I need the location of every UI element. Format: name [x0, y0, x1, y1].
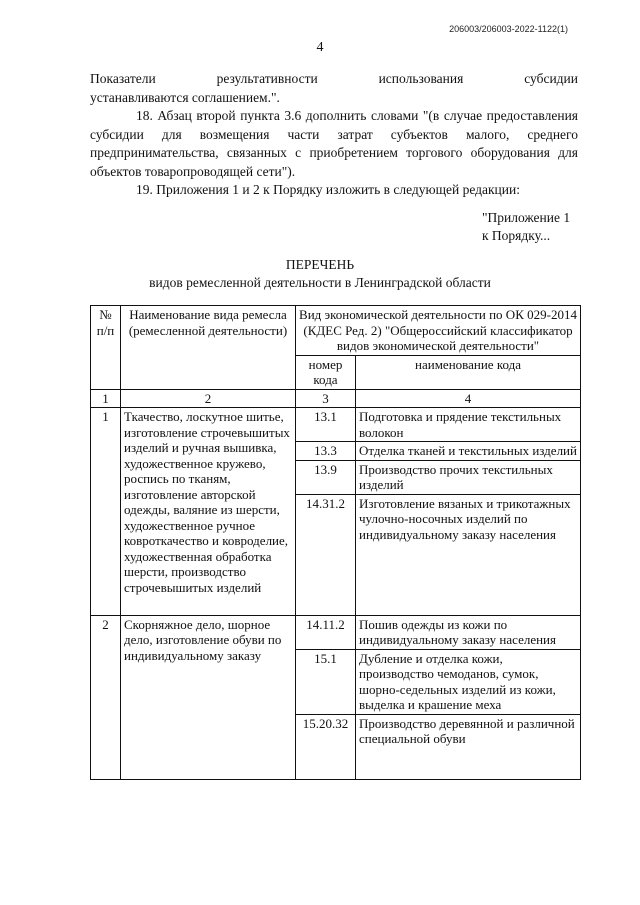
row-code-name: Производство деревянной и различной специальной обуви — [356, 714, 581, 779]
row-code-name: Подготовка и прядение текстильных волокон — [356, 408, 581, 442]
row-code-name: Производство прочих текстильных изделий — [356, 460, 581, 494]
row-num: 1 — [91, 408, 121, 616]
row-code-name: Пошив одежды из кожи по индивидуальному заказу населения — [356, 615, 581, 649]
header-code-name: наименование кода — [356, 355, 581, 389]
document-id: 206003/206003-2022-1122(1) — [449, 24, 568, 34]
paragraph-performance-indicators — [90, 70, 578, 107]
word: использования — [378, 71, 464, 86]
row-code: 13.3 — [296, 442, 356, 461]
word: результативности — [216, 71, 318, 86]
paragraph-line: устанавливаются соглашением.". — [90, 89, 280, 105]
row-code-name: Отделка тканей и текстильных изделий — [356, 442, 581, 461]
row-code-name: Дубление и отделка кожи, производство чемоданов, сумок, шорно-седельных изделий из кожи, выделка и крашение меха — [356, 649, 581, 714]
column-number: 4 — [356, 389, 581, 408]
row-num: 2 — [91, 615, 121, 779]
row-code: 13.1 — [296, 408, 356, 442]
row-craft-name: Ткачество, лоскутное шитье, изготовление строчевышитых изделий и ручная вышивка, художественное кружево, роспись по тканям, изготовление авторской одежды, валяние из шерсти, художественное ручное ковроткачество и ковроделие, художественная обработка шерсти, производство строчевышитых изделий — [121, 408, 296, 616]
column-number: 1 — [91, 389, 121, 408]
column-numbers-row — [91, 389, 581, 408]
row-craft-name: Скорняжное дело, шорное дело, изготовление обуви по индивидуальному заказу — [121, 615, 296, 779]
column-number: 3 — [296, 389, 356, 408]
paragraph-item-19: 19. Приложения 1 и 2 к Порядку изложить в следующей редакции: — [136, 182, 520, 197]
crafts-table — [90, 305, 581, 780]
header-code-number: номер кода — [296, 355, 356, 389]
header-num: № п/п — [91, 306, 121, 390]
header-okved: Вид экономической деятельности по ОК 029-2014 (КДЕС Ред. 2) "Общероссийский классификатор видов экономической деятельности" — [296, 306, 581, 356]
appendix-line: к Порядку... — [482, 228, 551, 243]
appendix-reference — [482, 209, 570, 245]
list-title — [0, 256, 640, 292]
row-code: 15.20.32 — [296, 714, 356, 779]
column-number: 2 — [121, 389, 296, 408]
paragraph-line — [90, 70, 578, 89]
page-number: 4 — [316, 40, 324, 55]
table-header-row — [91, 306, 581, 356]
row-code: 14.31.2 — [296, 494, 356, 615]
word: субсидии — [524, 71, 578, 86]
word: Показатели — [90, 71, 156, 86]
header-craft-name: Наименование вида ремесла (ремесленной деятельности) — [121, 306, 296, 390]
paragraph-item-18: 18. Абзац второй пункта 3.6 дополнить словами "(в случае предоставления субсидии для возмещения части затрат субъектов малого, среднего предпринимательства, связанных с приобретением торгового оборудования для объектов товаропроводящей сети"). — [90, 108, 578, 179]
row-code-name: Изготовление вязаных и трикотажных чулочно-носочных изделий по индивидуальному заказу населения — [356, 494, 581, 615]
row-code: 13.9 — [296, 460, 356, 494]
title-heading: ПЕРЕЧЕНЬ — [285, 257, 355, 272]
row-code: 15.1 — [296, 649, 356, 714]
table-row — [91, 615, 581, 649]
row-code: 14.11.2 — [296, 615, 356, 649]
appendix-line: "Приложение 1 — [482, 210, 571, 225]
table-row — [91, 408, 581, 442]
title-subheading: видов ремесленной деятельности в Ленинградской области — [149, 275, 491, 290]
